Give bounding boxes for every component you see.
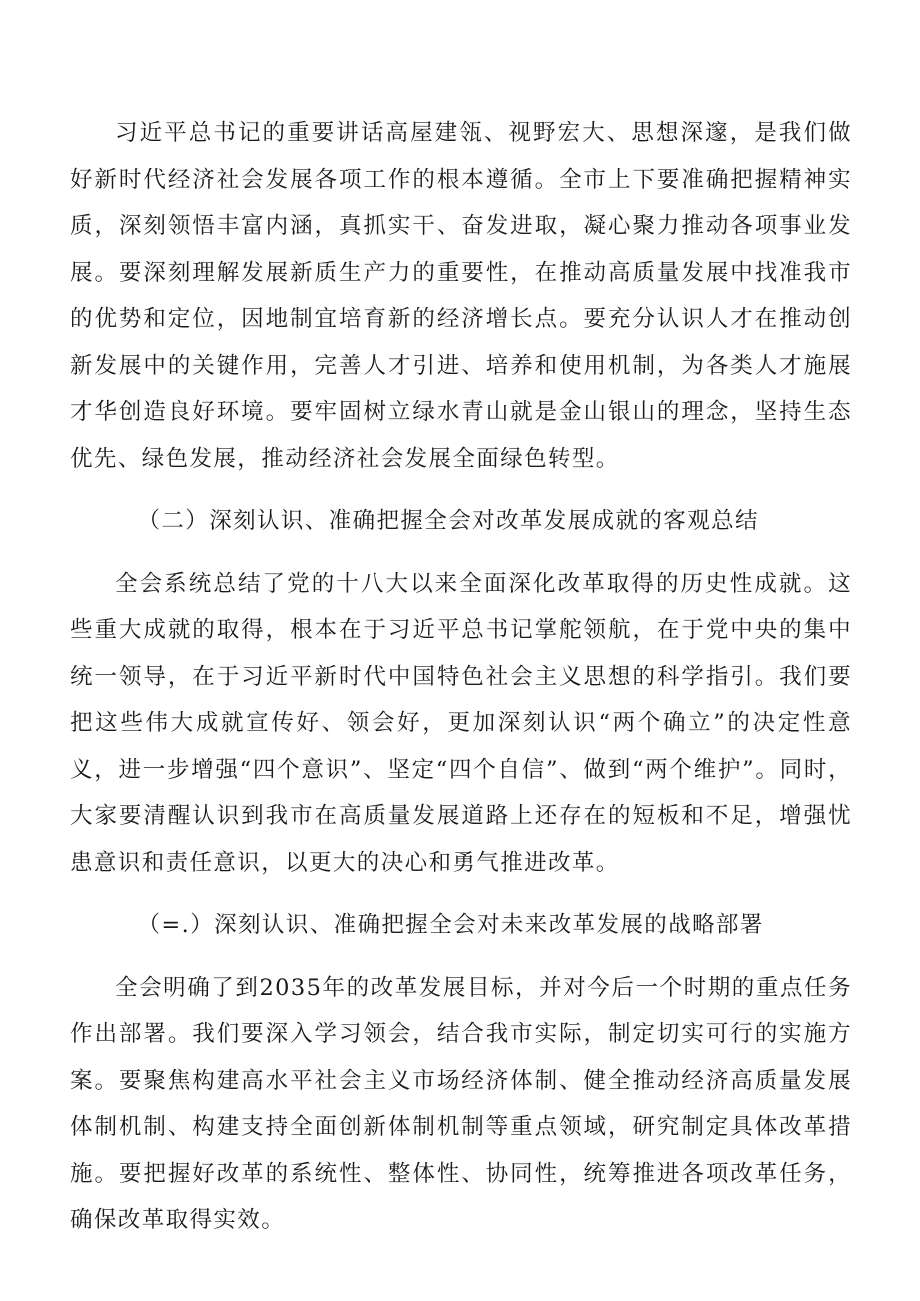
paragraph-1: 习近平总书记的重要讲话高屋建瓴、视野宏大、思想深邃，是我们做好新时代经济社会发展各项工作的根本遵循。全市上下要准确把握精神实质，深刻领悟丰富内涵，真抓实干、奋发进取，凝心聚力推动各项事业发展。要深刻理解发展新质生产力的重要性，在推动高质量发展中找准我市的优势和定位，因地制宜培育新的经济增长点。要充分认识人才在推动创新发展中的关键作用，完善人才引进、培养和使用机制，为各类人才施展才华创造良好环境。要牢固树立绿水青山就是金山银山的理念，坚持生态优先、绿色发展，推动经济社会发展全面绿色转型。 xyxy=(70,120,852,472)
document-body xyxy=(70,110,852,1244)
section-heading-3: （=.）深刻认识、准确把握全会对未来改革发展的战略部署 xyxy=(137,912,764,938)
paragraph-3: 全会明确了到2035年的改革发展目标，并对今后一个时期的重点任务作出部署。我们要深入学习领会，结合我市实际，制定切实可行的实施方案。要聚焦构建高水平社会主义市场经济体制、健全推动经济高质量发展体制机制、构建支持全面创新体制机制等重点领域，研究制定具体改革措施。要把握好改革的系统性、整体性、协同性，统筹推进各项改革任务，确保改革取得实效。 xyxy=(70,974,852,1233)
paragraph-2: 全会系统总结了党的十八大以来全面深化改革取得的历史性成就。这些重大成就的取得，根本在于习近平总书记掌舵领航，在于党中央的集中统一领导，在于习近平新时代中国特色社会主义思想的科学指引。我们要把这些伟大成就宣传好、领会好，更加深刻认识“两个确立”的决定性意义，进一步增强“四个意识”、坚定“四个自信”、做到“两个维护”。同时，大家要清醒认识到我市在高质量发展道路上还存在的短板和不足，增强忧患意识和责任意识，以更大的决心和勇气推进改革。 xyxy=(70,570,852,876)
paragraph-gap xyxy=(70,949,852,965)
section-heading-2: （二）深刻认识、准确把握全会对改革发展成就的客观总结 xyxy=(137,508,759,534)
paragraph-gap xyxy=(70,886,852,902)
paragraph-gap xyxy=(70,545,852,561)
paragraph-gap xyxy=(70,482,852,498)
